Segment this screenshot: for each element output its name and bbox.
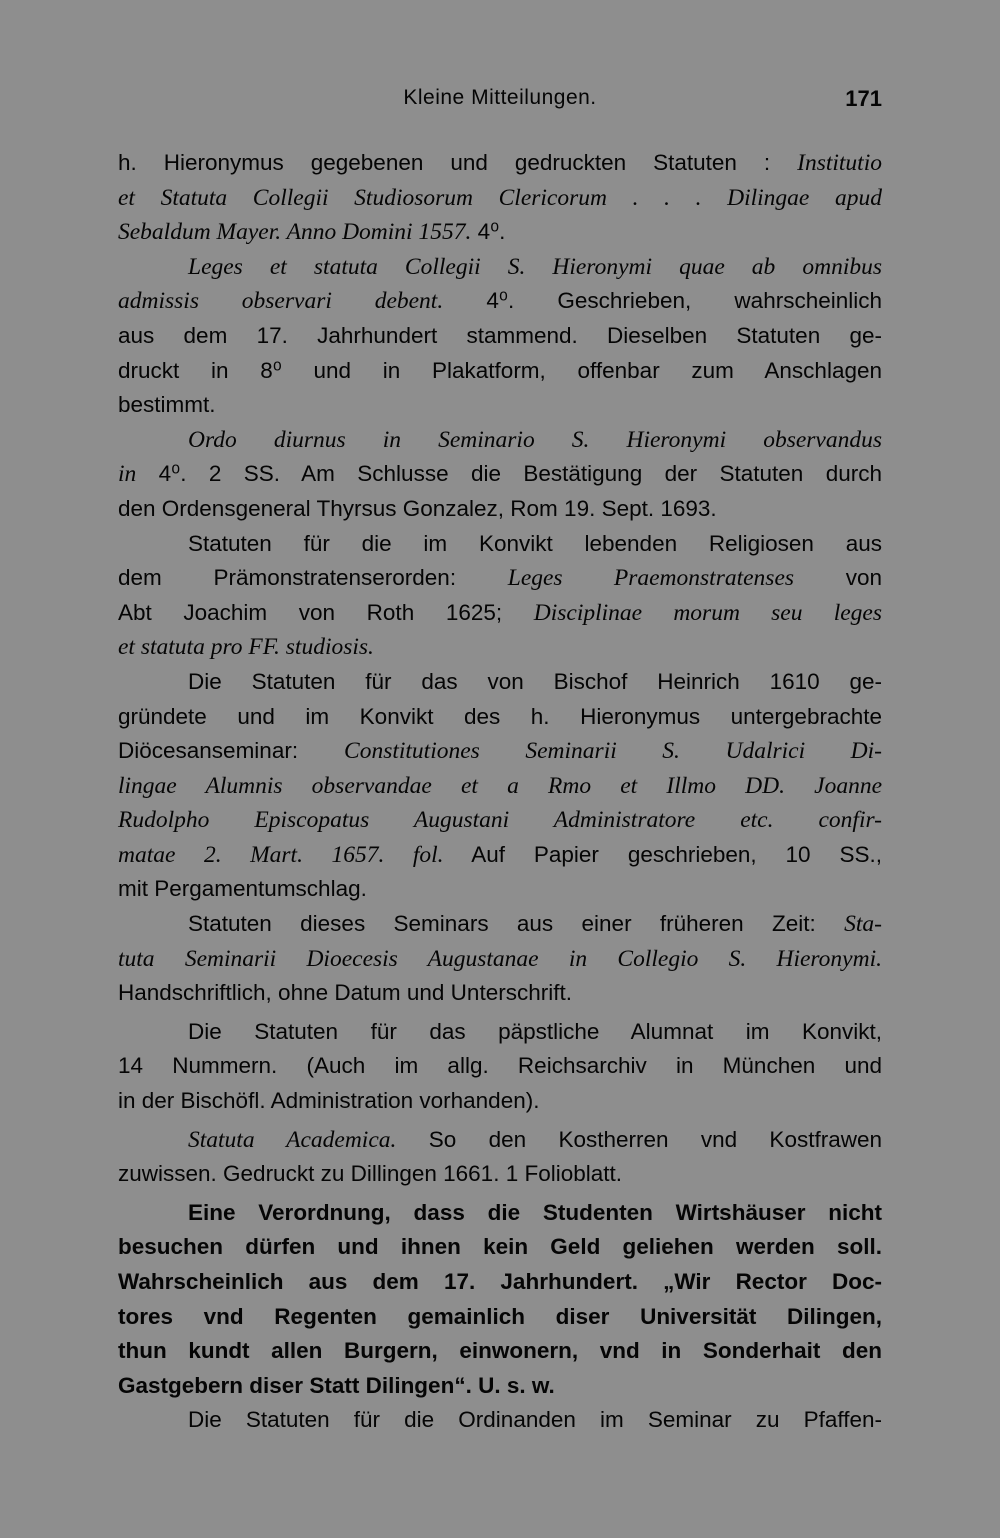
text-line — [118, 527, 882, 562]
italic-segment: Sebaldum Mayer. Anno Domini 1557. — [118, 219, 472, 246]
text-line — [118, 250, 882, 285]
text-line — [118, 1196, 882, 1231]
text-segment: druckt in 8⁰ und in Plakatform, offenbar zum Anschlagen — [118, 357, 882, 383]
text-segment: von — [794, 565, 882, 591]
text-line — [118, 561, 882, 596]
text-line — [118, 734, 882, 769]
text-line — [118, 1403, 882, 1438]
text-line — [118, 181, 882, 216]
italic-segment: matae 2. Mart. 1657. fol. — [118, 841, 444, 868]
text-line — [118, 423, 882, 458]
text-segment: zuwissen. Gedruckt zu Dillingen 1661. 1 Folioblatt. — [118, 1161, 623, 1187]
italic-segment: Leges Praemonstratenses — [507, 565, 795, 592]
text-line — [118, 284, 882, 319]
text-segment: Die Statuten für das päpstliche Alumnat im Konvikt, — [188, 1018, 882, 1044]
italic-segment: tuta Seminarii Dioecesis Augustanae in Collegio S. Hieronymi. — [118, 945, 882, 972]
text-line — [118, 492, 882, 527]
italic-segment: Constitutiones Seminarii S. Udalrici Di- — [344, 738, 882, 765]
text-segment: 4⁰. — [471, 219, 506, 245]
text-line — [118, 1123, 882, 1158]
text-line — [118, 146, 882, 181]
text-line — [118, 388, 882, 423]
text-line — [118, 1015, 882, 1050]
italic-segment: in — [118, 461, 137, 488]
running-title: Kleine Mitteilungen. — [403, 86, 597, 109]
italic-segment: et statuta pro FF. studiosis. — [118, 634, 374, 661]
italic-segment: admissis observari debent. — [118, 288, 444, 315]
text-segment: 4⁰. Geschrieben, wahrscheinlich — [443, 288, 882, 314]
text-line — [118, 872, 882, 907]
text-segment: 14 Nummern. (Auch im allg. Reichsarchiv in München und — [118, 1053, 882, 1079]
text-segment: h. Hieronymus gegebenen und gedruckten Statuten : — [118, 150, 798, 175]
text-line — [118, 700, 882, 735]
text-line — [118, 596, 882, 631]
text-line — [118, 215, 882, 250]
text-segment: mit Pergamentumschlag. — [118, 876, 367, 902]
text-line — [118, 976, 882, 1011]
text-line — [118, 1300, 882, 1335]
text-segment: So den Kostherren vnd Kostfrawen — [396, 1126, 882, 1152]
text-segment: dem Prämonstratenserorden: — [118, 565, 508, 591]
text-segment: 4⁰. 2 SS. Am Schlusse die Bestätigung der Statuten durch — [136, 461, 882, 487]
text-line — [118, 354, 882, 389]
text-line — [118, 769, 882, 804]
italic-segment: Leges et statuta Collegii S. Hieronymi quae ab omnibus — [188, 253, 882, 280]
text-segment: Handschriftlich, ohne Datum und Unterschrift. — [118, 980, 572, 1006]
italic-segment: Rudolpho Episcopatus Augustani Administratore etc. confir- — [118, 807, 882, 834]
text-line — [118, 319, 882, 354]
text-segment: Gastgebern diser Statt Dilingen“. U. s. w. — [118, 1372, 555, 1398]
text-segment: in der Bischöfl. Administration vorhanden). — [118, 1088, 540, 1114]
text-segment: Auf Papier geschrieben, 10 SS., — [443, 841, 882, 867]
italic-segment: lingae Alumnis observandae et a Rmo et Illmo DD. Joanne — [118, 772, 882, 799]
text-segment: bestimmt. — [118, 392, 216, 418]
text-line — [118, 942, 882, 977]
text-line — [118, 803, 882, 838]
running-header — [118, 86, 882, 118]
italic-segment: Institutio — [797, 150, 882, 176]
text-segment: Statuten dieses Seminars aus einer früheren Zeit: — [188, 911, 845, 937]
text-line — [118, 1334, 882, 1369]
text-line — [118, 1049, 882, 1084]
italic-segment: Statuta Academica. — [188, 1126, 397, 1153]
text-segment: thun kundt allen Burgern, einwonern, vnd in Sonderhait den — [118, 1338, 882, 1364]
text-line — [118, 1369, 882, 1404]
text-line — [118, 838, 882, 873]
italic-segment: et Statuta Collegii Studiosorum Clericorum . . . Dilingae apud — [118, 184, 882, 211]
text-segment: Statuten für die im Konvikt lebenden Religiosen aus — [188, 530, 882, 556]
text-segment: tores vnd Regenten gemainlich diser Universität Dilingen, — [118, 1303, 882, 1329]
text-line — [118, 457, 882, 492]
text-line — [118, 1230, 882, 1265]
body-text — [118, 146, 882, 1438]
text-segment: Die Statuten für die Ordinanden im Seminar zu Pfaffen- — [188, 1407, 882, 1433]
text-segment: Abt Joachim von Roth 1625; — [118, 599, 534, 625]
italic-segment: Disciplinae morum seu leges — [533, 599, 883, 626]
text-line — [118, 665, 882, 700]
text-line — [118, 1265, 882, 1300]
text-segment: Wahrscheinlich aus dem 17. Jahrhundert. „Wir Rector Doc- — [118, 1269, 882, 1294]
text-segment: den Ordensgeneral Thyrsus Gonzalez, Rom 19. Sept. 1693. — [118, 495, 717, 521]
text-line — [118, 907, 882, 942]
text-line — [118, 630, 882, 665]
italic-segment: Sta- — [844, 911, 882, 938]
text-line — [118, 1157, 882, 1192]
text-segment: Die Statuten für das von Bischof Heinrich 1610 ge- — [188, 668, 882, 694]
text-segment: gründete und im Konvikt des h. Hieronymus untergebrachte — [118, 703, 882, 729]
text-segment: Eine Verordnung, dass die Studenten Wirtshäuser nicht — [188, 1199, 882, 1225]
text-segment: aus dem 17. Jahrhundert stammend. Dieselben Statuten ge- — [118, 322, 882, 348]
page-number: 171 — [845, 86, 882, 111]
text-segment: Diöcesanseminar: — [118, 738, 345, 764]
italic-segment: Ordo diurnus in Seminario S. Hieronymi observandus — [188, 426, 882, 453]
text-line — [118, 1084, 882, 1119]
text-segment: besuchen dürfen und ihnen kein Geld geliehen werden soll. — [118, 1234, 882, 1260]
